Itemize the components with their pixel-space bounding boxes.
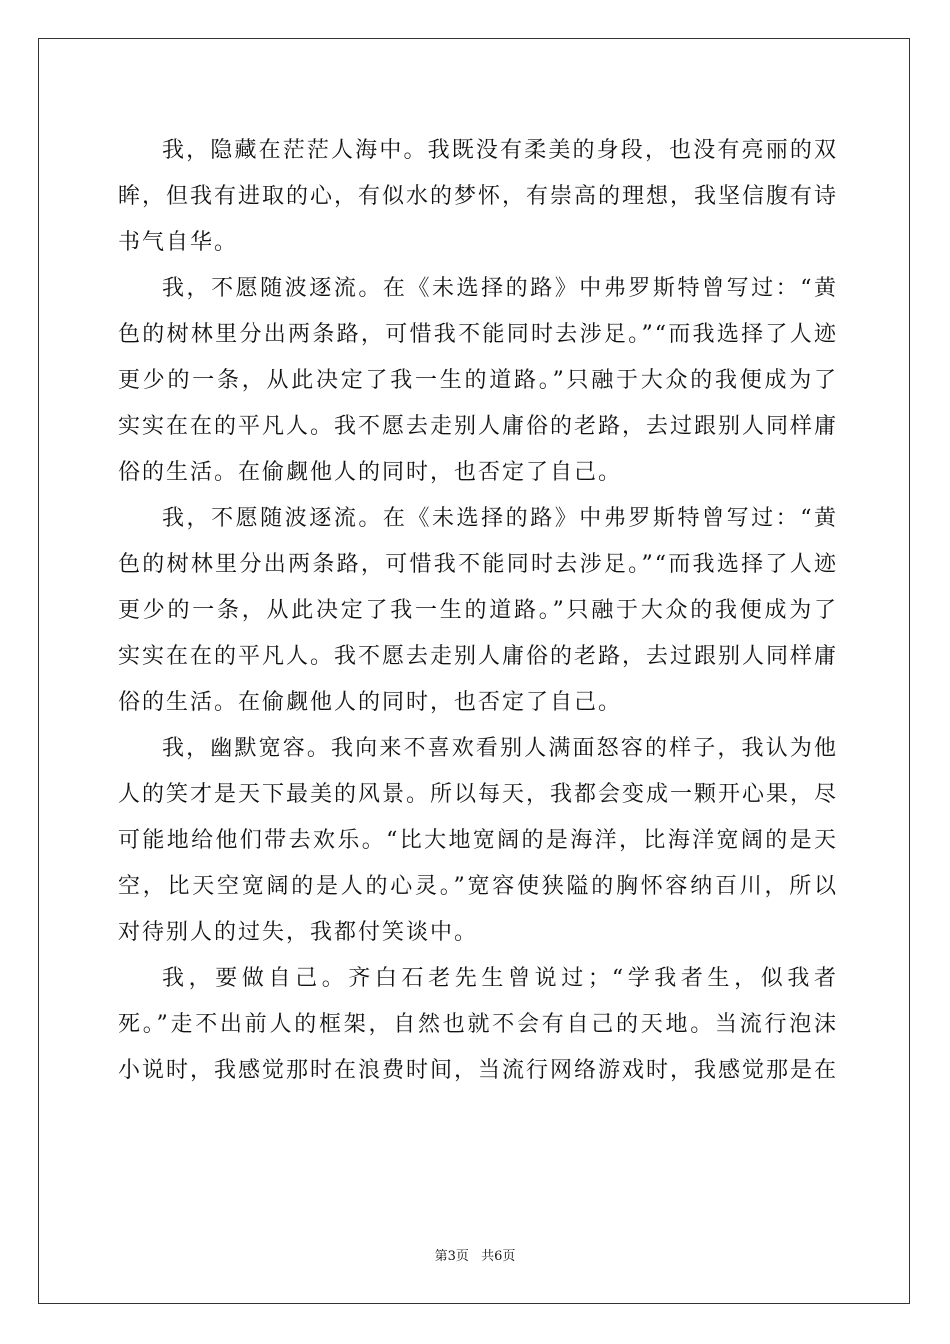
- document-body: [118, 128, 838, 1094]
- paragraph: 我，要做自己。齐白石老先生曾说过；“学我者生，似我者死。”走不出前人的框架，自然也就不会有自己的天地。当流行泡沫小说时，我感觉那时在浪费时间，当流行网络游戏时，我感觉那是在: [118, 966, 839, 1083]
- page-total: 共6页: [481, 1249, 516, 1264]
- page-number: 第3页: [434, 1249, 469, 1264]
- paragraph: 我，不愿随波逐流。在《未选择的路》中弗罗斯特曾写过：“黄色的树林里分出两条路，可惜我不能同时去涉足。”“而我选择了人迹更少的一条，从此决定了我一生的道路。”只融于大众的我便成为了实实在在的平凡人。我不愿去走别人庸俗的老路，去过跟别人同样庸俗的生活。在偷觑他人的同时，也否定了自己。: [118, 506, 839, 715]
- paragraph: 我，隐藏在茫茫人海中。我既没有柔美的身段，也没有亮丽的双眸，但我有进取的心，有似水的梦怀，有崇高的理想，我坚信腹有诗书气自华。: [118, 138, 839, 255]
- paragraph: 我，幽默宽容。我向来不喜欢看别人满面怒容的样子，我认为他人的笑才是天下最美的风景。所以每天，我都会变成一颗开心果，尽可能地给他们带去欢乐。“比大地宽阔的是海洋，比海洋宽阔的是天空，比天空宽阔的是人的心灵。”宽容使狭隘的胸怀容纳百川，所以对待别人的过失，我都付笑谈中。: [118, 736, 839, 945]
- paragraph: 我，不愿随波逐流。在《未选择的路》中弗罗斯特曾写过：“黄色的树林里分出两条路，可惜我不能同时去涉足。”“而我选择了人迹更少的一条，从此决定了我一生的道路。”只融于大众的我便成为了实实在在的平凡人。我不愿去走别人庸俗的老路，去过跟别人同样庸俗的生活。在偷觑他人的同时，也否定了自己。: [118, 276, 839, 485]
- page-footer: [0, 1245, 950, 1264]
